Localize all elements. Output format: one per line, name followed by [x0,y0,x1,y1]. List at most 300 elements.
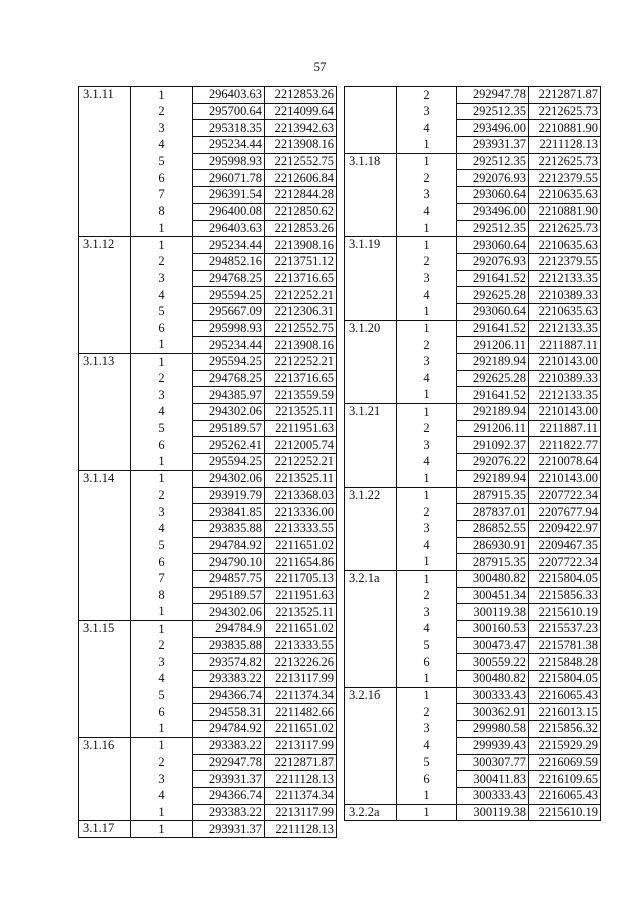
x-coordinate-cell: 295234.44 [193,337,265,354]
x-coordinate-cell: 294784.9 [193,621,265,638]
section-cell [345,754,397,771]
table-row [79,387,337,404]
y-coordinate-cell: 2210078.64 [529,454,601,471]
section-cell [345,87,397,104]
x-coordinate-cell: 300307.77 [457,754,529,771]
table-row [79,270,337,287]
point-number-cell: 4 [131,787,193,804]
section-cell: 3.2.1a [345,570,397,587]
point-number-cell: 5 [131,420,193,437]
point-number-cell: 1 [131,87,193,104]
section-cell [79,637,131,654]
x-coordinate-cell: 292625.28 [457,370,529,387]
section-cell [79,303,131,320]
y-coordinate-cell: 2210143.00 [529,470,601,487]
x-coordinate-cell: 293383.22 [193,737,265,754]
table-row [79,404,337,421]
y-coordinate-cell: 2210635.63 [529,237,601,254]
x-coordinate-cell: 291641.52 [457,320,529,337]
x-coordinate-cell: 300480.82 [457,570,529,587]
point-number-cell: 6 [131,320,193,337]
point-number-cell: 4 [131,520,193,537]
y-coordinate-cell: 2216013.15 [529,704,601,721]
point-number-cell: 8 [131,203,193,220]
table-row [79,170,337,187]
y-coordinate-cell: 2213525.11 [265,404,337,421]
table-row [345,721,601,738]
section-cell [345,771,397,788]
section-cell [79,587,131,604]
x-coordinate-cell: 295594.25 [193,354,265,371]
table-row [345,771,601,788]
x-coordinate-cell: 295998.93 [193,320,265,337]
table-row [79,470,337,487]
section-cell: 3.1.22 [345,487,397,504]
x-coordinate-cell: 293383.22 [193,671,265,688]
point-number-cell: 2 [131,370,193,387]
section-cell: 3.1.16 [79,737,131,754]
y-coordinate-cell: 2213525.11 [265,470,337,487]
table-row [345,454,601,471]
y-coordinate-cell: 2212871.87 [529,87,601,104]
y-coordinate-cell: 2211887.11 [529,420,601,437]
x-coordinate-cell: 292512.35 [457,103,529,120]
point-number-cell: 8 [131,587,193,604]
point-number-cell: 3 [397,721,457,738]
x-coordinate-cell: 296400.08 [193,203,265,220]
section-cell [345,253,397,270]
point-number-cell: 6 [131,170,193,187]
table-row [345,404,601,421]
table-row [345,804,601,821]
table-row [79,754,337,771]
table-row [79,153,337,170]
section-cell [79,287,131,304]
x-coordinate-cell: 293060.64 [457,303,529,320]
x-coordinate-cell: 295262.41 [193,437,265,454]
table-row [79,454,337,471]
y-coordinate-cell: 2212252.21 [265,354,337,371]
y-coordinate-cell: 2207722.34 [529,487,601,504]
section-cell [345,470,397,487]
y-coordinate-cell: 2212379.55 [529,253,601,270]
point-number-cell: 3 [397,103,457,120]
x-coordinate-cell: 300160.53 [457,621,529,638]
point-number-cell: 1 [131,821,193,838]
section-cell [79,153,131,170]
x-coordinate-cell: 296391.54 [193,187,265,204]
y-coordinate-cell: 2212625.73 [529,153,601,170]
y-coordinate-cell: 2212625.73 [529,220,601,237]
point-number-cell: 3 [397,520,457,537]
point-number-cell: 3 [131,654,193,671]
point-number-cell: 1 [131,237,193,254]
section-cell [345,220,397,237]
section-cell [345,587,397,604]
table-row [79,787,337,804]
y-coordinate-cell: 2215804.05 [529,570,601,587]
table-row [79,354,337,371]
x-coordinate-cell: 293931.37 [457,137,529,154]
section-cell [345,387,397,404]
y-coordinate-cell: 2213908.16 [265,337,337,354]
y-coordinate-cell: 2213908.16 [265,137,337,154]
section-cell [345,637,397,654]
section-cell [345,103,397,120]
x-coordinate-cell: 300362.91 [457,704,529,721]
table-row [79,654,337,671]
x-coordinate-cell: 292189.94 [457,354,529,371]
y-coordinate-cell: 2213117.99 [265,804,337,821]
x-coordinate-cell: 286852.55 [457,520,529,537]
point-number-cell: 5 [131,153,193,170]
x-coordinate-cell: 294790.10 [193,554,265,571]
x-coordinate-cell: 293841.85 [193,504,265,521]
section-cell [79,120,131,137]
point-number-cell: 2 [131,754,193,771]
point-number-cell: 2 [131,637,193,654]
table-row [345,370,601,387]
point-number-cell: 3 [131,504,193,521]
point-number-cell: 1 [131,721,193,738]
table-row [345,187,601,204]
table-row [345,754,601,771]
point-number-cell: 2 [397,587,457,604]
point-number-cell: 1 [397,554,457,571]
y-coordinate-cell: 2207722.34 [529,554,601,571]
table-row [79,554,337,571]
y-coordinate-cell: 2212606.84 [265,170,337,187]
section-cell [345,137,397,154]
y-coordinate-cell: 2211374.34 [265,687,337,704]
section-cell [345,270,397,287]
y-coordinate-cell: 2213751.12 [265,253,337,270]
table-row [79,687,337,704]
x-coordinate-cell: 295594.25 [193,454,265,471]
point-number-cell: 4 [131,404,193,421]
point-number-cell: 1 [397,671,457,688]
x-coordinate-cell: 300480.82 [457,671,529,688]
table-row [79,487,337,504]
point-number-cell: 3 [397,437,457,454]
y-coordinate-cell: 2210635.63 [529,187,601,204]
point-number-cell: 4 [131,671,193,688]
section-cell [79,604,131,621]
table-row [345,737,601,754]
coordinates-table-right [344,86,601,821]
section-cell [345,554,397,571]
point-number-cell: 6 [131,437,193,454]
section-cell [79,337,131,354]
section-cell: 3.1.20 [345,320,397,337]
x-coordinate-cell: 287915.35 [457,554,529,571]
x-coordinate-cell: 295234.44 [193,237,265,254]
y-coordinate-cell: 2212871.87 [265,754,337,771]
section-cell: 3.1.14 [79,470,131,487]
section-cell [345,287,397,304]
table-row [79,537,337,554]
x-coordinate-cell: 293496.00 [457,120,529,137]
section-cell [79,103,131,120]
x-coordinate-cell: 295998.93 [193,153,265,170]
section-cell [345,537,397,554]
y-coordinate-cell: 2212252.21 [265,454,337,471]
section-cell [345,737,397,754]
y-coordinate-cell: 2213117.99 [265,671,337,688]
table-row [79,737,337,754]
section-cell: 3.1.12 [79,237,131,254]
x-coordinate-cell: 294768.25 [193,370,265,387]
section-cell [345,454,397,471]
x-coordinate-cell: 296403.63 [193,220,265,237]
table-row [79,437,337,454]
point-number-cell: 4 [397,454,457,471]
point-number-cell: 3 [397,187,457,204]
table-row [345,87,601,104]
y-coordinate-cell: 2213559.59 [265,387,337,404]
table-row [79,120,337,137]
section-cell [345,520,397,537]
x-coordinate-cell: 295667.09 [193,303,265,320]
y-coordinate-cell: 2216069.59 [529,754,601,771]
section-cell [79,687,131,704]
y-coordinate-cell: 2215856.32 [529,721,601,738]
table-row [345,387,601,404]
point-number-cell: 3 [397,604,457,621]
y-coordinate-cell: 2215856.33 [529,587,601,604]
y-coordinate-cell: 2214099.64 [265,103,337,120]
point-number-cell: 5 [131,303,193,320]
x-coordinate-cell: 300451.34 [457,587,529,604]
section-cell [79,520,131,537]
section-cell [345,654,397,671]
x-coordinate-cell: 292512.35 [457,220,529,237]
point-number-cell: 1 [397,153,457,170]
point-number-cell: 1 [131,470,193,487]
section-cell [79,203,131,220]
table-row [345,587,601,604]
point-number-cell: 1 [397,137,457,154]
y-coordinate-cell: 2212625.73 [529,103,601,120]
table-row [79,253,337,270]
point-number-cell: 4 [397,203,457,220]
point-number-cell: 3 [131,771,193,788]
x-coordinate-cell: 294852.16 [193,253,265,270]
table-row [345,487,601,504]
y-coordinate-cell: 2211128.13 [265,821,337,838]
point-number-cell: 4 [397,370,457,387]
y-coordinate-cell: 2215610.19 [529,604,601,621]
point-number-cell: 3 [397,354,457,371]
section-cell [79,570,131,587]
point-number-cell: 1 [131,454,193,471]
point-number-cell: 2 [397,420,457,437]
x-coordinate-cell: 292625.28 [457,287,529,304]
table-row [79,570,337,587]
section-cell [79,721,131,738]
section-cell: 3.2.1б [345,687,397,704]
x-coordinate-cell: 300119.38 [457,604,529,621]
table-row [345,604,601,621]
table-row [345,320,601,337]
y-coordinate-cell: 2215848.28 [529,654,601,671]
table-row [345,253,601,270]
table-row [345,554,601,571]
table-row [79,671,337,688]
y-coordinate-cell: 2211951.63 [265,420,337,437]
section-cell [79,170,131,187]
section-cell [79,370,131,387]
table-row [345,270,601,287]
y-coordinate-cell: 2215804.05 [529,671,601,688]
table-row [345,337,601,354]
table-row [79,504,337,521]
x-coordinate-cell: 300333.43 [457,787,529,804]
section-cell [79,270,131,287]
x-coordinate-cell: 299980.58 [457,721,529,738]
y-coordinate-cell: 2211128.13 [529,137,601,154]
point-number-cell: 1 [131,604,193,621]
y-coordinate-cell: 2210881.90 [529,120,601,137]
y-coordinate-cell: 2212552.75 [265,153,337,170]
y-coordinate-cell: 2211651.02 [265,721,337,738]
x-coordinate-cell: 292189.94 [457,404,529,421]
y-coordinate-cell: 2210389.33 [529,370,601,387]
point-number-cell: 6 [397,771,457,788]
point-number-cell: 5 [397,637,457,654]
y-coordinate-cell: 2211374.34 [265,787,337,804]
table-body [345,87,601,821]
section-cell [79,771,131,788]
x-coordinate-cell: 295234.44 [193,137,265,154]
section-cell [79,554,131,571]
point-number-cell: 1 [131,337,193,354]
table-row [79,103,337,120]
point-number-cell: 1 [131,804,193,821]
table-row [345,537,601,554]
x-coordinate-cell: 292076.93 [457,170,529,187]
section-cell [79,504,131,521]
page-number: 57 [313,59,327,74]
x-coordinate-cell: 292076.93 [457,253,529,270]
x-coordinate-cell: 286930.91 [457,537,529,554]
x-coordinate-cell: 293919.79 [193,487,265,504]
table-row [345,504,601,521]
x-coordinate-cell: 293060.64 [457,187,529,204]
point-number-cell: 1 [131,621,193,638]
x-coordinate-cell: 295594.25 [193,287,265,304]
x-coordinate-cell: 292947.78 [193,754,265,771]
section-cell [79,754,131,771]
x-coordinate-cell: 294768.25 [193,270,265,287]
point-number-cell: 4 [397,287,457,304]
x-coordinate-cell: 294784.92 [193,537,265,554]
y-coordinate-cell: 2211128.13 [265,771,337,788]
table-row [345,203,601,220]
table-row [79,303,337,320]
table-row [79,137,337,154]
x-coordinate-cell: 294784.92 [193,721,265,738]
y-coordinate-cell: 2207677.94 [529,504,601,521]
table-row [345,420,601,437]
y-coordinate-cell: 2212252.21 [265,287,337,304]
y-coordinate-cell: 2212853.26 [265,87,337,104]
y-coordinate-cell: 2212552.75 [265,320,337,337]
point-number-cell: 1 [397,404,457,421]
section-cell [79,787,131,804]
section-cell [345,604,397,621]
x-coordinate-cell: 293835.88 [193,637,265,654]
x-coordinate-cell: 294302.06 [193,404,265,421]
x-coordinate-cell: 296071.78 [193,170,265,187]
y-coordinate-cell: 2212379.55 [529,170,601,187]
section-cell [79,654,131,671]
section-cell [345,671,397,688]
section-cell [79,253,131,270]
y-coordinate-cell: 2209467.35 [529,537,601,554]
y-coordinate-cell: 2212133.35 [529,387,601,404]
point-number-cell: 4 [131,287,193,304]
y-coordinate-cell: 2211951.63 [265,587,337,604]
x-coordinate-cell: 293496.00 [457,203,529,220]
point-number-cell: 1 [131,354,193,371]
section-cell [79,704,131,721]
table-row [79,637,337,654]
table-row [79,587,337,604]
y-coordinate-cell: 2211887.11 [529,337,601,354]
section-cell [345,203,397,220]
point-number-cell: 4 [397,621,457,638]
y-coordinate-cell: 2215929.29 [529,737,601,754]
x-coordinate-cell: 293383.22 [193,804,265,821]
x-coordinate-cell: 292947.78 [457,87,529,104]
y-coordinate-cell: 2212133.35 [529,320,601,337]
table-row [79,87,337,104]
section-cell [345,170,397,187]
table-row [79,237,337,254]
table-row [79,621,337,638]
x-coordinate-cell: 294366.74 [193,787,265,804]
table-body [79,87,337,838]
point-number-cell: 1 [397,804,457,821]
y-coordinate-cell: 2213525.11 [265,604,337,621]
table-row [79,203,337,220]
y-coordinate-cell: 2212133.35 [529,270,601,287]
x-coordinate-cell: 294385.97 [193,387,265,404]
table-row [79,804,337,821]
table-row [345,153,601,170]
x-coordinate-cell: 291092.37 [457,437,529,454]
point-number-cell: 1 [397,237,457,254]
table-row [79,220,337,237]
y-coordinate-cell: 2211651.02 [265,621,337,638]
y-coordinate-cell: 2212850.62 [265,203,337,220]
section-cell [345,120,397,137]
x-coordinate-cell: 294302.06 [193,470,265,487]
point-number-cell: 2 [131,253,193,270]
section-cell [345,721,397,738]
y-coordinate-cell: 2210143.00 [529,354,601,371]
y-coordinate-cell: 2213333.55 [265,520,337,537]
section-cell [345,354,397,371]
y-coordinate-cell: 2209422.97 [529,520,601,537]
table-row [79,337,337,354]
point-number-cell: 2 [397,87,457,104]
x-coordinate-cell: 300559.22 [457,654,529,671]
point-number-cell: 4 [131,137,193,154]
point-number-cell: 2 [397,704,457,721]
section-cell [79,437,131,454]
